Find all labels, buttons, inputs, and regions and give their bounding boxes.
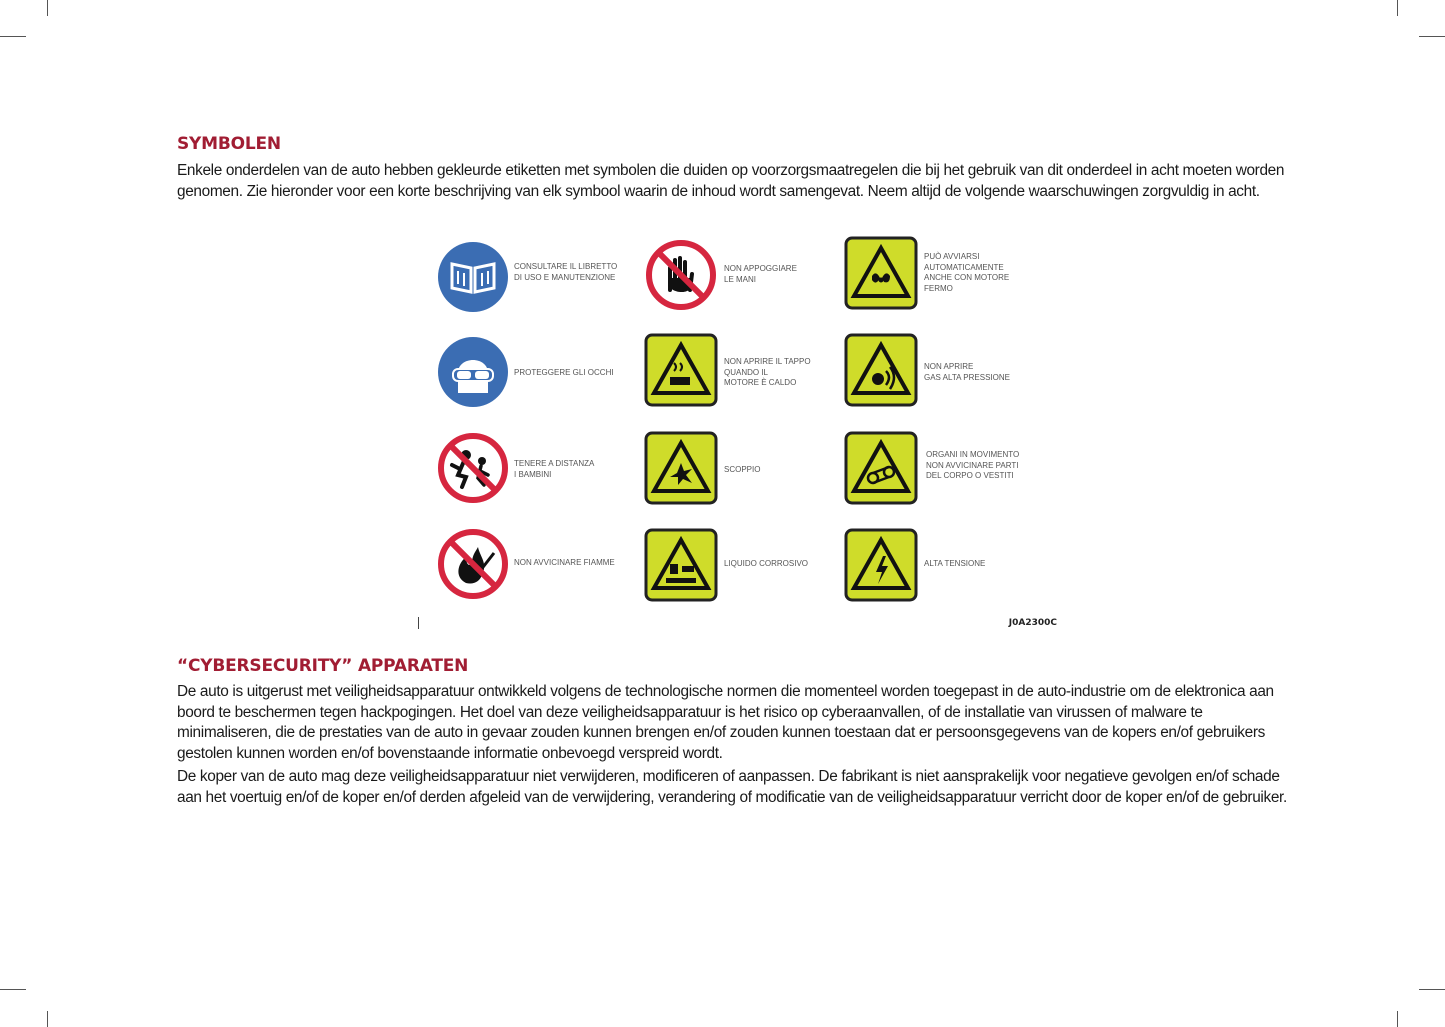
pressure-icon <box>844 333 918 407</box>
symbol-label: NON APRIRE IL TAPPO QUANDO IL MOTORE È CALDO <box>724 357 811 387</box>
children-icon <box>436 431 510 505</box>
figure-marker <box>418 617 419 629</box>
explosion-icon <box>644 431 718 505</box>
crop-mark <box>0 36 26 37</box>
symbol-label: NON APRIRE GAS ALTA PRESSIONE <box>924 362 1010 382</box>
symbol-label: SCOPPIO <box>724 465 761 474</box>
symbol-label: NON AVVICINARE FIAMME <box>514 558 615 567</box>
crop-mark <box>1419 36 1445 37</box>
crop-mark <box>47 1011 48 1027</box>
symbol-label: NON APPOGGIARE LE MANI <box>724 264 797 284</box>
symbol-label: ALTA TENSIONE <box>924 559 986 568</box>
symbol-label: CONSULTARE IL LIBRETTO DI USO E MANUTENZIONE <box>514 262 618 282</box>
symbols-title: SYMBOLEN <box>177 134 281 154</box>
hot-cap-icon <box>644 333 718 407</box>
crop-mark <box>1397 1011 1398 1027</box>
belt-icon <box>844 431 918 505</box>
crop-mark <box>47 0 48 16</box>
cybersecurity-paragraph-2: De koper van de auto mag deze veiligheidsapparatuur niet verwijderen, modificeren of aanpassen. De fabrikant is niet aansprakelijk voor negatieve gevolgen en/of schade aan het voertuig en/of de koper en/of derden afgeleid van de verwijdering, verandering of modificatie van de veiligheidsapparatuur verricht door de koper en/of de gebruiker. <box>177 768 1287 806</box>
cybersecurity-title: “CYBERSECURITY” APPARATEN <box>177 656 469 676</box>
symbol-label: PUÒ AVVIARSI AUTOMATICAMENTE ANCHE CON MOTORE FERMO <box>924 252 1010 293</box>
hand-icon <box>644 238 718 312</box>
high-voltage-icon <box>844 528 918 602</box>
symbol-label: LIQUIDO CORROSIVO <box>724 559 809 568</box>
safety-symbols-figure <box>418 228 1058 618</box>
corrosive-icon <box>644 528 718 602</box>
flame-icon <box>436 527 510 601</box>
fan-icon <box>844 236 918 310</box>
crop-mark <box>1397 0 1398 16</box>
symbol-label: PROTEGGERE GLI OCCHI <box>514 368 614 377</box>
cybersecurity-paragraph-1: De auto is uitgerust met veiligheidsapparatuur ontwikkeld volgens de technologische normen die momenteel worden toegepast in de auto-industrie om de elektronica aan boord te beschermen tegen hackpogingen. Het doel van deze veiligheidsapparatuur is het risico op cyberaanvallen, of de installatie van virussen of malware te minimaliseren, die de prestaties van de auto in gevaar zouden kunnen brengen en/of zouden kunnen toestaan dat er persoonsgegevens van de kopers en/of gebruikers gestolen kunnen worden en/of bovenstaande informatie onbevoegd verspreid wordt. <box>177 683 1274 762</box>
figure-code: J0A2300C <box>1008 618 1057 628</box>
symbols-intro: Enkele onderdelen van de auto hebben gekleurde etiketten met symbolen die duiden op voorzorgsmaatregelen die bij het gebruik van dit onderdeel in acht moeten worden genomen. Zie hieronder voor een korte beschrijving van elk symbool waarin de inhoud wordt samengevat. Neem altijd de volgende waarschuwingen zorgvuldig in acht. <box>177 162 1285 200</box>
symbol-label: TENERE A DISTANZA I BAMBINI <box>514 459 595 479</box>
crop-mark <box>0 989 26 990</box>
symbol-label: ORGANI IN MOVIMENTO NON AVVICINARE PARTI DEL CORPO O VESTITI <box>926 450 1020 480</box>
goggles-icon <box>436 335 510 409</box>
crop-mark <box>1419 989 1445 990</box>
book-icon <box>436 240 510 314</box>
